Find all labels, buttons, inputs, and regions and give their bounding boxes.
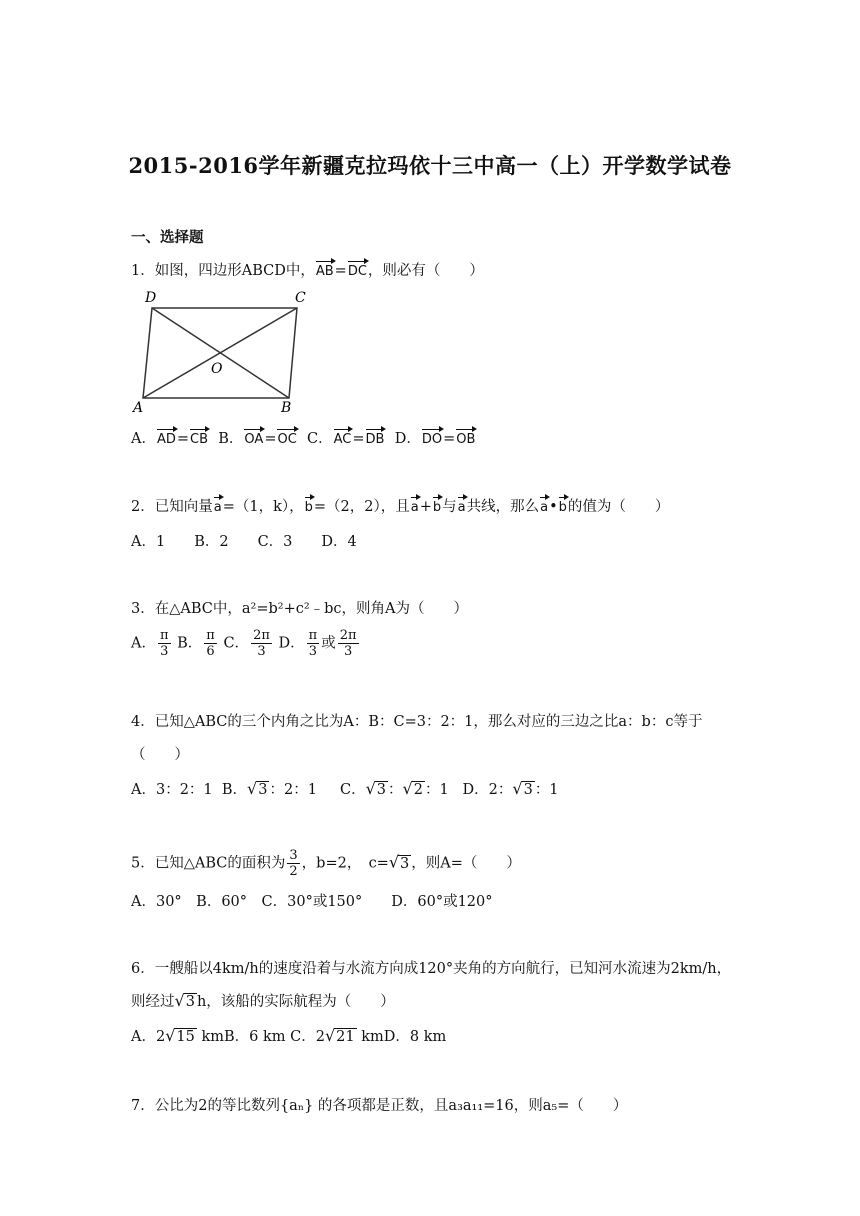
section-heading: 一、选择题 <box>131 229 204 246</box>
question-6-options: A．2√15 kmB．6 km C．2√21 kmD．8 km <box>131 1026 447 1045</box>
label-O: O <box>211 361 223 377</box>
label-A: A <box>133 400 144 416</box>
question-5-stem: 5．已知△ABC的面积为 $\frac{3}{2}$ ，b=2， c=√3 ，则A=（ ） <box>131 848 521 879</box>
question-5-options: A．30° B．60° C．30°或150° D．60°或120° <box>131 894 493 910</box>
parallelogram-figure <box>131 286 311 416</box>
question-6-stem-2: 则经过√3 h，该船的实际航程为（ ） <box>131 991 395 1010</box>
page-title: 2015-2016学年新疆克拉玛依十三中高一（上）开学数学试卷 <box>128 153 732 178</box>
question-1-stem: 1．如图，四边形ABCD中，AB=DC，则必有（ ） <box>131 258 484 280</box>
question-2-options: A．1 B．2 C．3 D．4 <box>131 534 357 550</box>
question-2-stem: 2．已知向量a=（1，k），b=（2，2），且a+b与a共线，那么a•b的值为（ ） <box>131 494 669 516</box>
label-D: D <box>145 290 157 306</box>
label-C: C <box>295 290 306 306</box>
label-B: B <box>281 400 292 416</box>
question-4-stem: 4．已知△ABC的三个内角之比为A：B：C=3：2：1，那么对应的三边之比a：b：c等于 <box>131 714 703 730</box>
question-3-stem: 3．在△ABC中，a²=b²+c²﹣bc，则角A为（ ） <box>131 601 469 617</box>
question-7-stem: 7．公比为2的等比数列{aₙ} 的各项都是正数，且a₃a₁₁=16，则a₅=（ ） <box>131 1098 628 1114</box>
question-3-options: A． $\frac{\pi}{3}$ B． $\frac{\pi}{6}$ C． $\frac{2\pi}{3}$ D． $\frac{\pi}{3}$ 或 $\frac{2\pi}{3}$ <box>131 628 357 659</box>
question-1-options: A．AD=CB B．OA=OC C．AC=DB D．DO=OB <box>131 426 476 448</box>
question-4-stem-2: （ ） <box>131 747 189 763</box>
question-6-stem: 6．一艘船以4km/h的速度沿着与水流方向成120°夹角的方向航行，已知河水流速为2km/h， <box>131 961 732 977</box>
question-4-options: A．3：2：1 B．√3 ：2：1 C．√3 ：√2 ：1 D．2：√3 ：1 <box>131 779 559 798</box>
